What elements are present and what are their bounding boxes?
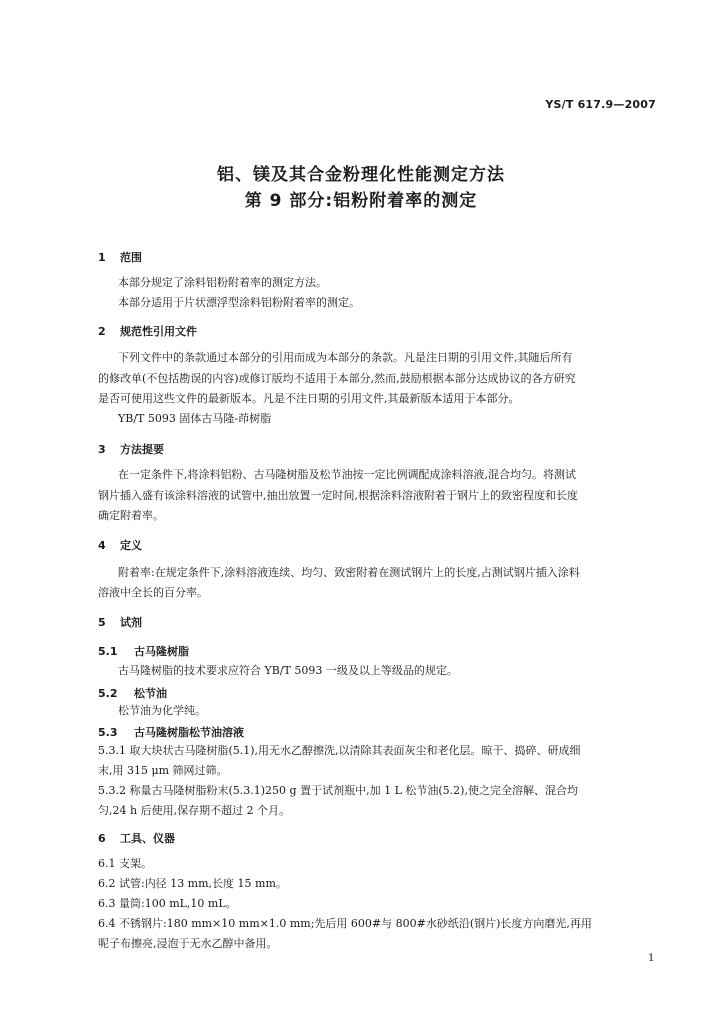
section-5-1-heading — [98, 643, 189, 659]
section-5-3-2-line-2: 匀,24 h 后使用,保存期不超过 2 个月。 — [98, 804, 291, 817]
section-title: 范围 — [120, 251, 142, 264]
section-title: 方法提要 — [120, 443, 164, 456]
page-number: 1 — [648, 953, 655, 964]
section-number: 4 — [98, 539, 106, 552]
section-5-3-2-line-1: 5.3.2 称量古马隆树脂粉末(5.3.1)250 g 置于试剂瓶中,加 1 L 松节油(5.2),使之完全溶解、混合均 — [98, 784, 578, 797]
section-number: 6 — [98, 832, 106, 845]
section-title: 古马隆树脂 — [134, 645, 189, 658]
section-3-line-2: 钢片插入盛有该涂料溶液的试管中,抽出放置一定时间,根据涂料溶液附着于钢片上的致密程度和长度 — [98, 489, 578, 502]
section-5-1-text: 古马隆树脂的技术要求应符合 YB/T 5093 一级及以上等级品的规定。 — [118, 664, 458, 677]
section-6-item-2: 6.2 试管:内径 13 mm,长度 15 mm。 — [98, 877, 287, 890]
section-4-heading — [98, 537, 142, 553]
section-number: 5.3 — [98, 726, 118, 739]
section-number: 3 — [98, 443, 106, 456]
section-number: 5 — [98, 616, 106, 629]
section-title: 松节油 — [134, 687, 167, 700]
document-title-line-2: 第 9 部分:铝粉附着率的测定 — [244, 191, 478, 211]
section-5-2-heading — [98, 685, 167, 701]
section-number: 5.2 — [98, 687, 118, 700]
section-2-line-2: 的修改单(不包括勘误的内容)或修订版均不适用于本部分,然而,鼓励根据本部分达成协议的各方研究 — [98, 372, 576, 385]
section-4-line-2: 溶液中全长的百分率。 — [98, 586, 208, 599]
section-number: 1 — [98, 251, 106, 264]
document-title-line-1: 铝、镁及其合金粉理化性能测定方法 — [217, 165, 505, 185]
section-5-3-heading — [98, 724, 244, 740]
section-4-line-1: 附着率:在规定条件下,涂料溶液连续、均匀、致密附着在测试钢片上的长度,占测试钢片插入涂料 — [118, 566, 580, 579]
section-2-heading — [98, 323, 197, 339]
section-5-3-1-line-2: 末,用 315 μm 筛网过筛。 — [98, 764, 228, 777]
section-6-heading — [98, 830, 175, 846]
section-6-item-4: 6.4 不锈钢片:180 mm×10 mm×1.0 mm;先后用 600#与 800#水砂纸沿(钢片)长度方向磨光,再用 — [98, 917, 592, 930]
section-5-3-1-line-1: 5.3.1 取大块状古马隆树脂(5.1),用无水乙醇擦洗,以清除其表面灰尘和老化层。晾干、捣碎、研成细 — [98, 744, 581, 757]
section-1-paragraph-2: 本部分适用于片状漂浮型涂料铝粉附着率的测定。 — [118, 296, 360, 309]
section-2-line-3: 是否可使用这些文件的最新版本。凡是不注日期的引用文件,其最新版本适用于本部分。 — [98, 392, 520, 405]
section-3-line-1: 在一定条件下,将涂料铝粉、古马隆树脂及松节油按一定比例调配成涂料溶液,混合均匀。将测试 — [118, 468, 576, 481]
section-6-item-4-cont: 呢子布擦亮,浸泡于无水乙醇中备用。 — [98, 937, 278, 950]
section-2-line-1: 下列文件中的条款通过本部分的引用而成为本部分的条款。凡是注日期的引用文件,其随后所有 — [118, 351, 573, 364]
section-5-heading — [98, 614, 142, 630]
section-title: 试剂 — [120, 616, 142, 629]
section-title: 规范性引用文件 — [120, 325, 197, 338]
standard-number: YS/T 617.9—2007 — [545, 98, 656, 111]
section-number: 5.1 — [98, 645, 118, 658]
section-3-heading — [98, 441, 164, 457]
section-title: 古马隆树脂松节油溶液 — [134, 726, 244, 739]
section-3-line-3: 确定附着率。 — [98, 509, 164, 522]
section-6-item-3: 6.3 量筒:100 mL,10 mL。 — [98, 897, 237, 910]
section-title: 定义 — [120, 539, 142, 552]
section-1-heading — [98, 249, 142, 265]
normative-reference: YB/T 5093 固体古马隆-茚树脂 — [118, 412, 272, 425]
section-number: 2 — [98, 325, 106, 338]
section-6-item-1: 6.1 支架。 — [98, 857, 152, 870]
section-5-2-text: 松节油为化学纯。 — [118, 704, 206, 717]
section-title: 工具、仪器 — [120, 832, 175, 845]
section-1-paragraph-1: 本部分规定了涂料铝粉附着率的测定方法。 — [118, 276, 327, 289]
